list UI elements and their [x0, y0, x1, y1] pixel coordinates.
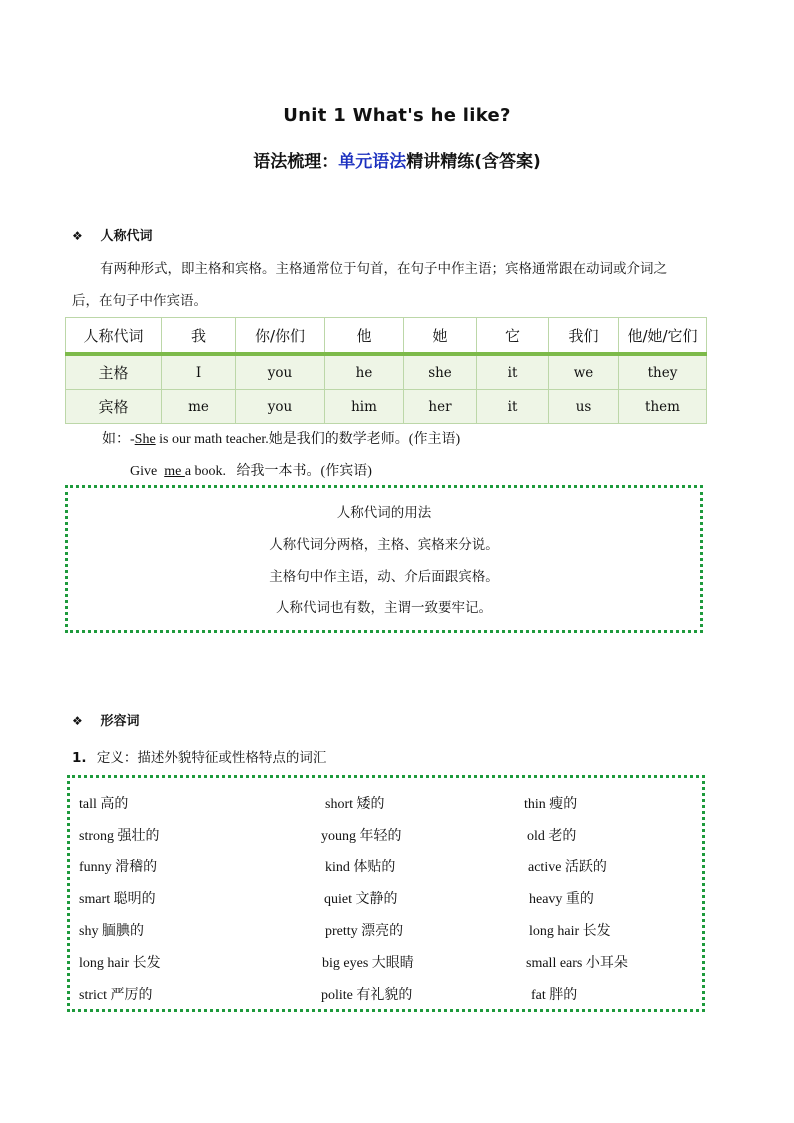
table-header-cell: 他 [325, 318, 404, 355]
vocab-item: kind 体贴的 [325, 860, 396, 875]
table-cell: us [549, 390, 619, 424]
intro-paragraph-line1: 有两种形式，即主格和宾格。主格通常位于句首，在句子中作主语；宾格通常跟在动词或介词之 [100, 261, 667, 277]
vocab-item: tall 高的 [79, 797, 129, 812]
vocab-item: polite 有礼貌的 [321, 988, 413, 1003]
subtitle-highlight: 单元语法 [338, 152, 407, 172]
table-cell: 主格 [66, 354, 162, 390]
document-subtitle [0, 147, 794, 172]
example-text: is our math teacher.她是我们的数学老师。(作主语) [155, 432, 461, 447]
example-text: a book. 给我一本书。(作宾语) [184, 464, 372, 479]
table-header-cell: 我 [162, 318, 236, 355]
table-cell: they [619, 354, 707, 390]
example-underlined-word: me [164, 464, 185, 479]
subtitle-prefix: 语法梳理： [253, 152, 339, 172]
table-cell: she [404, 354, 477, 390]
example-subject [102, 428, 460, 448]
section-heading-pronouns [72, 225, 153, 244]
table-header-cell: 她 [404, 318, 477, 355]
subtitle-suffix: 精讲精练(含答案) [406, 152, 541, 172]
vocab-item: thin 瘦的 [524, 797, 578, 812]
table-cell: we [549, 354, 619, 390]
table-cell: them [619, 390, 707, 424]
vocab-item: small ears 小耳朵 [526, 956, 628, 971]
table-header-row [66, 318, 707, 355]
vocab-item: fat 胖的 [531, 988, 578, 1003]
table-row-nominative [66, 354, 707, 390]
example-underlined-word: She [134, 432, 156, 447]
table-cell: her [404, 390, 477, 424]
vocabulary-box [67, 775, 705, 1012]
vocab-item: pretty 漂亮的 [325, 924, 404, 939]
table-cell: it [477, 390, 549, 424]
rhyme-box [65, 485, 703, 633]
intro-paragraph-line2: 后，在句子中作宾语。 [72, 293, 207, 309]
vocab-item: long hair 长发 [529, 924, 611, 939]
rhyme-line: 人称代词也有数，主谓一致要牢记。 [276, 600, 492, 616]
vocab-item: shy 腼腆的 [79, 924, 144, 939]
pronoun-table [65, 317, 707, 424]
table-cell: you [236, 390, 325, 424]
vocab-item: strict 严厉的 [79, 988, 153, 1003]
table-cell: you [236, 354, 325, 390]
table-header-cell: 我们 [549, 318, 619, 355]
vocab-item: old 老的 [527, 829, 577, 844]
vocab-item: young 年轻的 [321, 829, 402, 844]
example-object [130, 460, 372, 480]
vocab-item: short 矮的 [325, 797, 385, 812]
rhyme-line: 人称代词分两格，主格、宾格来分说。 [269, 537, 499, 553]
section-heading-label: 形容词 [100, 714, 140, 729]
table-cell: him [325, 390, 404, 424]
example-prefix: Give [130, 464, 165, 479]
table-row-objective [66, 390, 707, 424]
definition-text: 定义：描述外貌特征或性格特点的词汇 [96, 750, 327, 766]
diamond-bullet-icon: ❖ [72, 229, 83, 243]
table-cell: 宾格 [66, 390, 162, 424]
definition-number: 1. [72, 750, 87, 766]
table-cell: me [162, 390, 236, 424]
definition-line [72, 746, 326, 766]
vocab-item: strong 强壮的 [79, 829, 160, 844]
vocab-item: long hair 长发 [79, 956, 161, 971]
example-prefix: 如：- [102, 432, 135, 447]
section-heading-label: 人称代词 [100, 229, 153, 244]
table-header-cell: 他/她/它们 [619, 318, 707, 355]
vocab-item: active 活跃的 [528, 860, 607, 875]
vocab-item: heavy 重的 [529, 892, 594, 907]
vocab-item: smart 聪明的 [79, 892, 156, 907]
rhyme-line: 主格句中作主语，动、介后面跟宾格。 [269, 569, 499, 585]
table-header-cell: 你/你们 [236, 318, 325, 355]
table-header-cell: 它 [477, 318, 549, 355]
section-heading-adjectives [72, 710, 140, 729]
table-header-cell: 人称代词 [66, 318, 162, 355]
table-cell: it [477, 354, 549, 390]
vocab-item: funny 滑稽的 [79, 860, 158, 875]
document-title: Unit 1 What's he like? [283, 105, 511, 126]
table-cell: he [325, 354, 404, 390]
vocab-item: quiet 文静的 [324, 892, 398, 907]
table-cell: I [162, 354, 236, 390]
diamond-bullet-icon: ❖ [72, 714, 83, 728]
rhyme-title: 人称代词的用法 [336, 505, 432, 521]
vocab-item: big eyes 大眼睛 [322, 956, 414, 971]
